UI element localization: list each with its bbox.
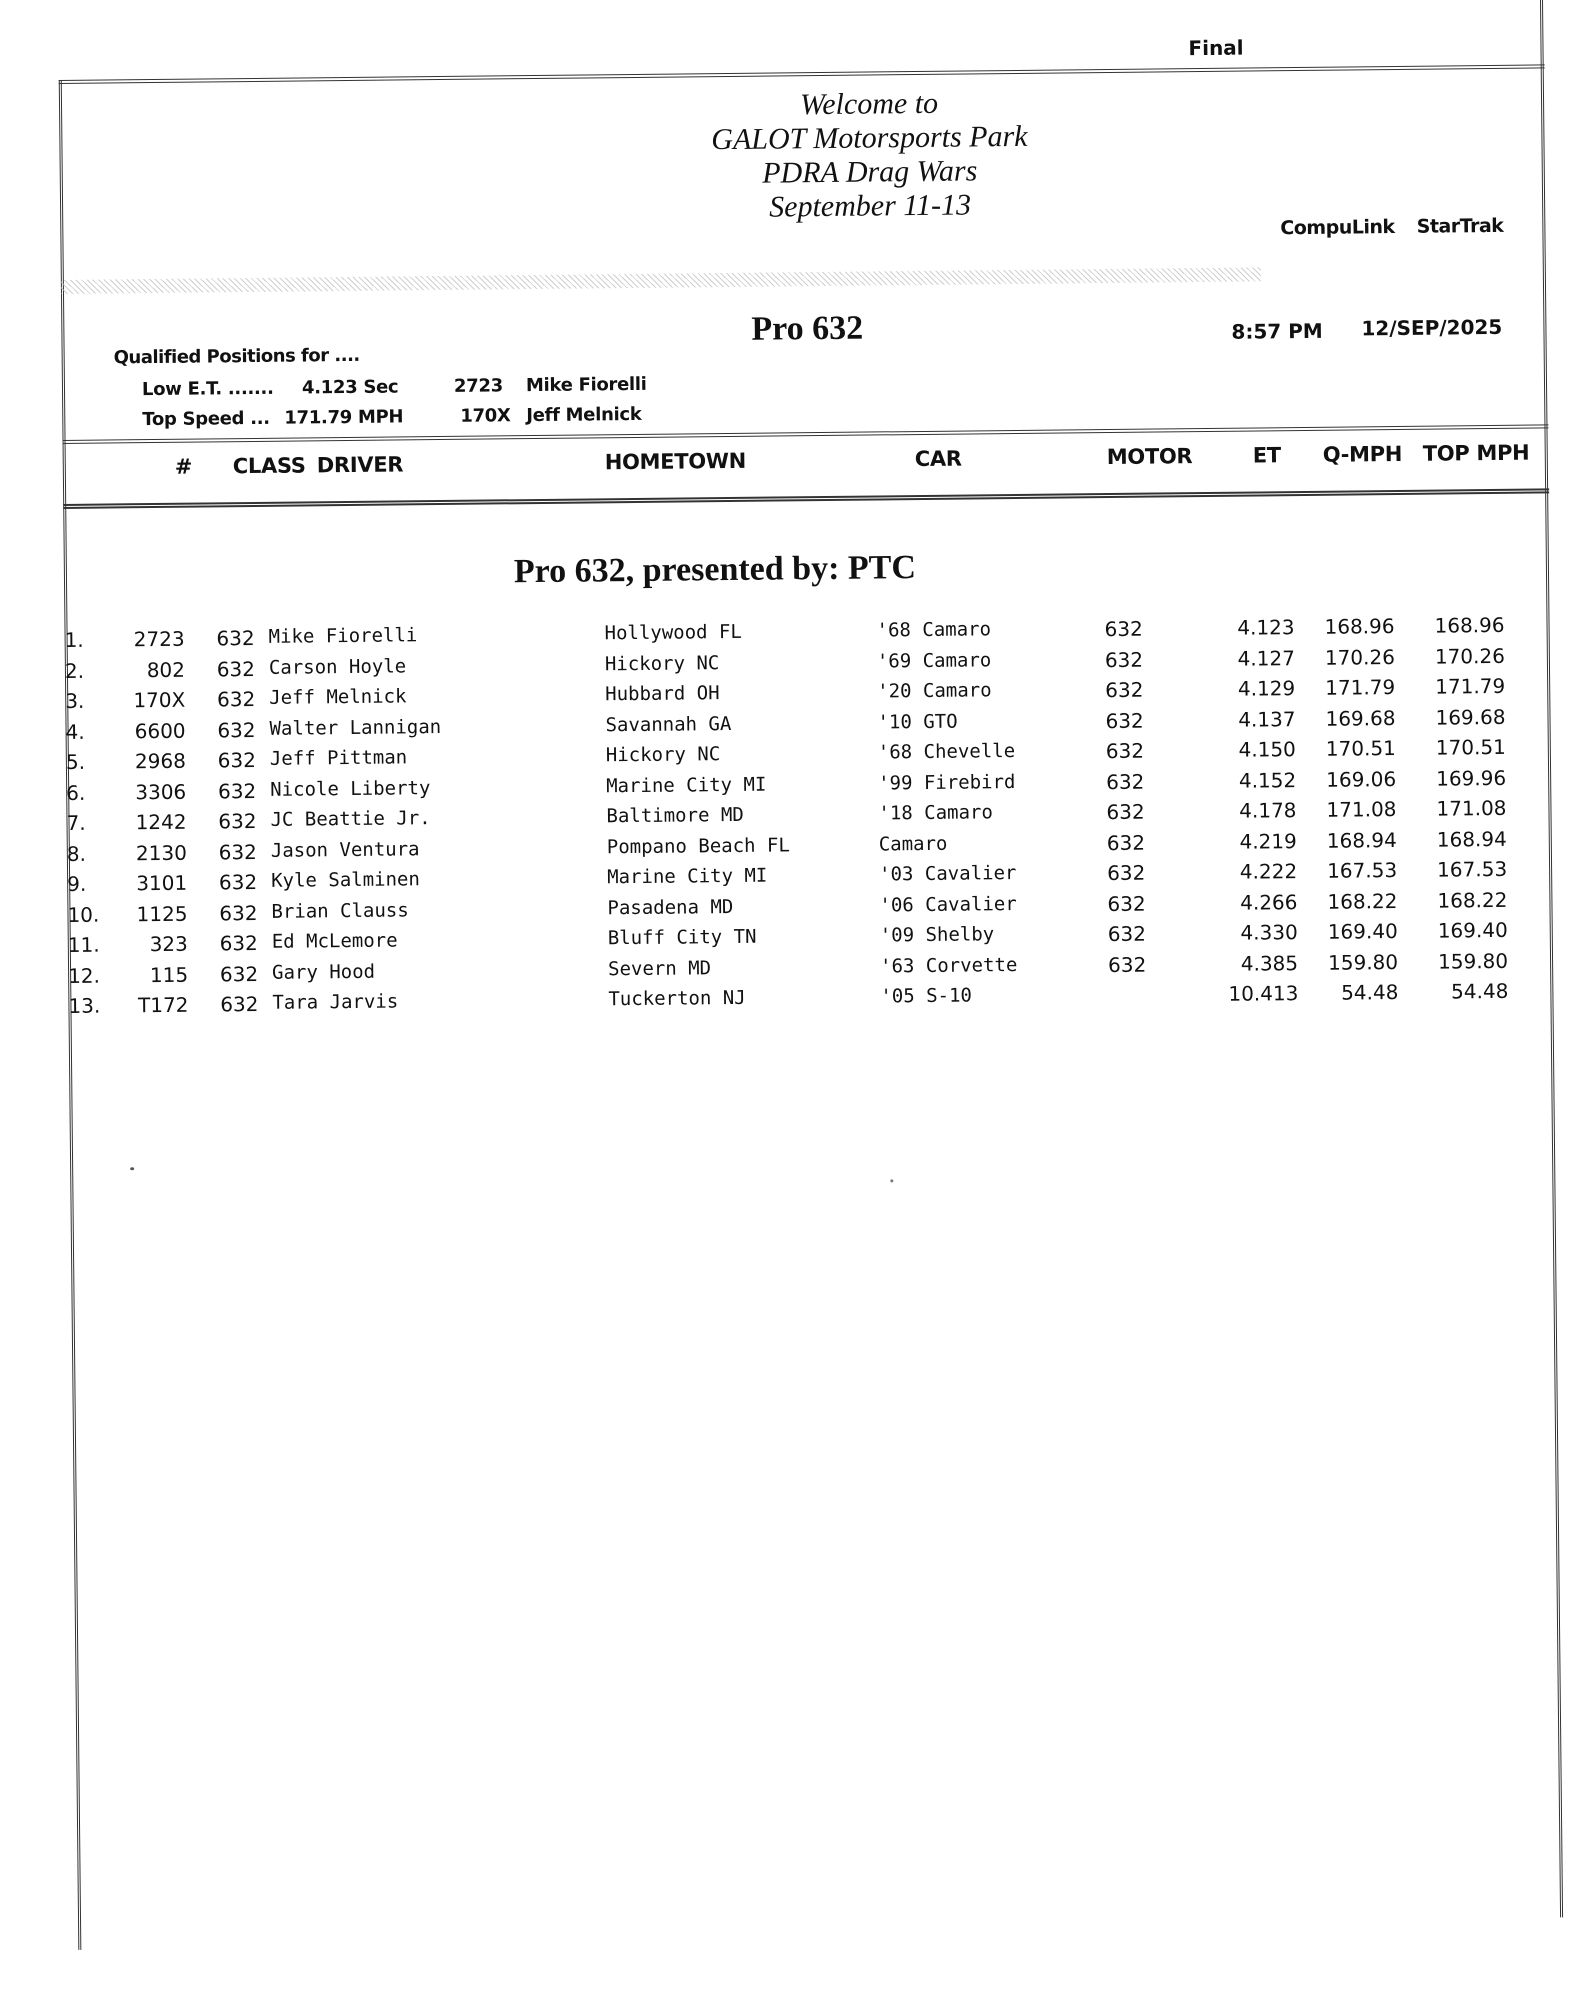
cell-driver: Carson Hoyle [268,654,407,679]
cell-topmph: 168.94 [1436,826,1507,852]
cell-topmph: 170.26 [1434,643,1505,669]
cell-motor: 632 [1106,860,1146,886]
cell-topmph: 171.79 [1435,673,1506,699]
cell-pos: 5. [65,749,86,774]
cell-class: 632 [216,625,255,651]
cell-motor: 632 [1106,769,1145,794]
cell-motor: 632 [1107,921,1147,947]
cell-hometown: Bluff City TN [607,925,757,950]
cell-car: '06 Cavalier [879,892,1017,916]
cell-motor: 632 [1104,616,1143,642]
cell-num: 1125 [136,901,188,926]
speck [130,1167,134,1170]
cell-et: 4.123 [1237,615,1295,640]
cell-et: 4.150 [1238,737,1296,762]
cell-topmph: 168.96 [1434,612,1505,638]
cell-motor: 632 [1107,952,1147,977]
cell-car: '99 Firebird [878,770,1016,794]
cell-class: 632 [217,778,257,803]
cell-car: '68 Camaro [876,618,992,642]
cell-et: 4.330 [1240,920,1298,945]
cell-driver: Ed McLemore [271,929,398,953]
cell-hometown: Pasadena MD [607,895,734,919]
cell-class: 632 [217,747,257,773]
report-time: 8:57 PM [1231,318,1323,344]
cell-num: 323 [149,931,188,957]
cell-class: 632 [218,839,257,864]
qualified-label: Qualified Positions for .... [113,344,360,369]
column-header-qmph: Q-MPH [1322,441,1403,467]
cell-et: 4.266 [1240,889,1298,915]
low-et-value: 4.123 Sec [301,376,399,399]
cell-hometown: Pompano Beach FL [606,833,790,858]
welcome-line: September 11-13 [768,188,972,224]
frame-top-border [59,64,1545,84]
top-speed-driver: Jeff Melnick [526,403,642,427]
low-et-driver: Mike Fiorelli [525,373,647,397]
cell-num: 2968 [134,748,187,774]
results-sheet [58,0,1566,1954]
welcome-banner [619,85,1120,226]
cell-car: '69 Camaro [876,648,992,672]
cell-et: 4.385 [1240,950,1299,976]
software-credits [1280,215,1519,240]
cell-car: '09 Shelby [879,923,995,947]
cell-car: '05 S-10 [880,984,973,1008]
cell-topmph: 167.53 [1436,856,1508,882]
cell-class: 632 [218,869,258,895]
cell-num: 2130 [135,840,187,865]
cell-hometown: Hickory NC [604,651,720,675]
column-header-driver: DRIVER [316,452,404,478]
cell-topmph: 170.51 [1435,734,1506,760]
status-label: Final [1188,35,1244,61]
welcome-line: Welcome to [799,86,939,122]
top-speed-car: 170X [460,405,511,427]
cell-num: 3306 [135,779,187,804]
low-et-label: Low E.T. ....... [141,377,274,401]
cell-num: 2723 [133,626,185,652]
header-rule-bottom [63,488,1549,509]
cell-hometown: Marine City MI [607,864,768,889]
cell-pos: 1. [64,627,84,652]
cell-et: 4.129 [1237,676,1296,701]
cell-hometown: Hubbard OH [605,682,720,706]
cell-hometown: Savannah GA [605,712,732,736]
cell-et: 4.219 [1239,828,1297,854]
cell-pos: 2. [64,658,85,683]
cell-pos: 8. [66,841,87,866]
cell-hometown: Marine City MI [606,773,767,797]
cell-pos: 6. [66,780,86,805]
top-speed-value: 171.79 MPH [284,406,404,429]
cell-class: 632 [216,686,256,712]
cell-qmph: 169.68 [1325,705,1396,731]
cell-pos: 7. [66,810,86,835]
column-header-et: ET [1252,443,1281,468]
software-name: CompuLink [1280,216,1395,240]
cell-et: 4.178 [1239,798,1297,823]
column-header-car: CAR [914,446,962,472]
column-header-class: CLASS [232,453,306,479]
class-title: Pro 632 [751,309,864,348]
cell-topmph: 54.48 [1450,978,1509,1004]
cell-num: 6600 [134,718,186,743]
cell-motor: 632 [1106,830,1146,855]
cell-pos: 10. [67,902,100,927]
cell-class: 632 [219,900,258,925]
cell-pos: 12. [68,963,101,988]
cell-qmph: 171.08 [1326,797,1397,822]
low-et-car: 2723 [453,375,503,397]
cell-driver: Kyle Salminen [271,868,420,892]
cell-class: 632 [219,930,258,956]
cell-qmph: 168.94 [1326,827,1397,853]
column-header-motor: MOTOR [1106,444,1193,470]
cell-car: '68 Chevelle [877,740,1016,764]
cell-driver: Brian Clauss [271,898,409,923]
cell-num: T172 [137,992,189,1018]
cell-driver: Nicole Liberty [270,776,431,801]
cell-driver: Walter Lannigan [269,715,442,740]
cell-class: 632 [216,656,256,681]
cell-hometown: Hollywood FL [604,620,742,645]
speck [890,1179,893,1182]
top-speed-label: Top Speed ... [142,407,270,431]
cell-motor: 632 [1105,708,1144,733]
cell-class: 632 [219,961,259,986]
cell-hometown: Severn MD [607,956,712,980]
cell-topmph: 169.68 [1435,704,1506,730]
cell-hometown: Baltimore MD [606,803,744,828]
cell-qmph: 54.48 [1340,980,1399,1005]
cell-qmph: 168.22 [1327,888,1398,914]
welcome-line: GALOT Motorsports Park [711,119,1028,157]
cell-et: 4.152 [1238,767,1297,793]
cell-car: '18 Camaro [878,801,993,825]
software-name: StarTrak [1416,214,1504,238]
cell-pos: 4. [65,719,85,744]
cell-driver: Gary Hood [271,960,376,984]
cell-car: '20 Camaro [877,679,992,703]
cell-pos: 13. [68,993,101,1018]
cell-motor: 632 [1107,891,1146,916]
column-header-topmph: TOP MPH [1422,440,1530,466]
cell-class: 632 [218,808,257,834]
cell-qmph: 170.51 [1325,736,1396,761]
cell-num: 115 [149,962,189,987]
cell-class: 632 [217,717,256,742]
cell-pos: 11. [67,932,100,957]
cell-car: '10 GTO [877,710,958,733]
column-header-num: # [174,454,193,479]
report-date: 12/SEP/2025 [1361,314,1503,341]
cell-et: 4.127 [1237,645,1295,671]
cell-car: '03 Cavalier [879,862,1017,886]
cell-driver: Jeff Pittman [269,746,408,770]
column-header-hometown: HOMETOWN [604,448,747,475]
cell-qmph: 167.53 [1326,858,1398,883]
cell-motor: 632 [1106,799,1145,825]
cell-car: '63 Corvette [879,953,1018,977]
cell-pos: 3. [65,688,85,713]
cell-class: 632 [220,991,259,1017]
cell-num: 3101 [136,870,188,896]
cell-num: 1242 [135,809,187,835]
cell-driver: Jeff Melnick [269,685,407,709]
hatch-divider [61,267,1261,294]
cell-topmph: 159.80 [1437,948,1509,974]
section-title: Pro 632, presented by: PTC [513,549,917,591]
cell-topmph: 171.08 [1436,795,1507,821]
cell-num: 802 [146,657,186,682]
cell-driver: Tara Jarvis [272,990,399,1014]
cell-qmph: 159.80 [1327,949,1399,975]
cell-topmph: 169.40 [1437,917,1508,943]
cell-driver: Mike Fiorelli [268,624,418,648]
cell-motor: 632 [1105,738,1145,764]
cell-motor: 632 [1105,677,1144,703]
cell-hometown: Hickory NC [605,743,721,767]
cell-motor: 632 [1104,647,1144,672]
cell-topmph: 169.96 [1436,765,1507,791]
cell-num: 170X [133,687,186,713]
cell-hometown: Tuckerton NJ [608,986,746,1011]
cell-car: Camaro [878,832,948,855]
cell-pos: 9. [67,871,87,896]
cell-qmph: 168.96 [1324,614,1395,639]
cell-qmph: 169.40 [1327,919,1398,944]
cell-et: 4.137 [1238,706,1296,732]
cell-et: 10.413 [1228,981,1299,1006]
cell-qmph: 171.79 [1325,675,1396,700]
cell-qmph: 170.26 [1324,644,1395,670]
welcome-line: PDRA Drag Wars [762,154,978,190]
cell-driver: Jason Ventura [270,837,420,862]
cell-qmph: 169.06 [1326,766,1397,792]
cell-et: 4.222 [1239,859,1298,884]
cell-topmph: 168.22 [1437,887,1508,913]
cell-driver: JC Beattie Jr. [270,807,431,831]
